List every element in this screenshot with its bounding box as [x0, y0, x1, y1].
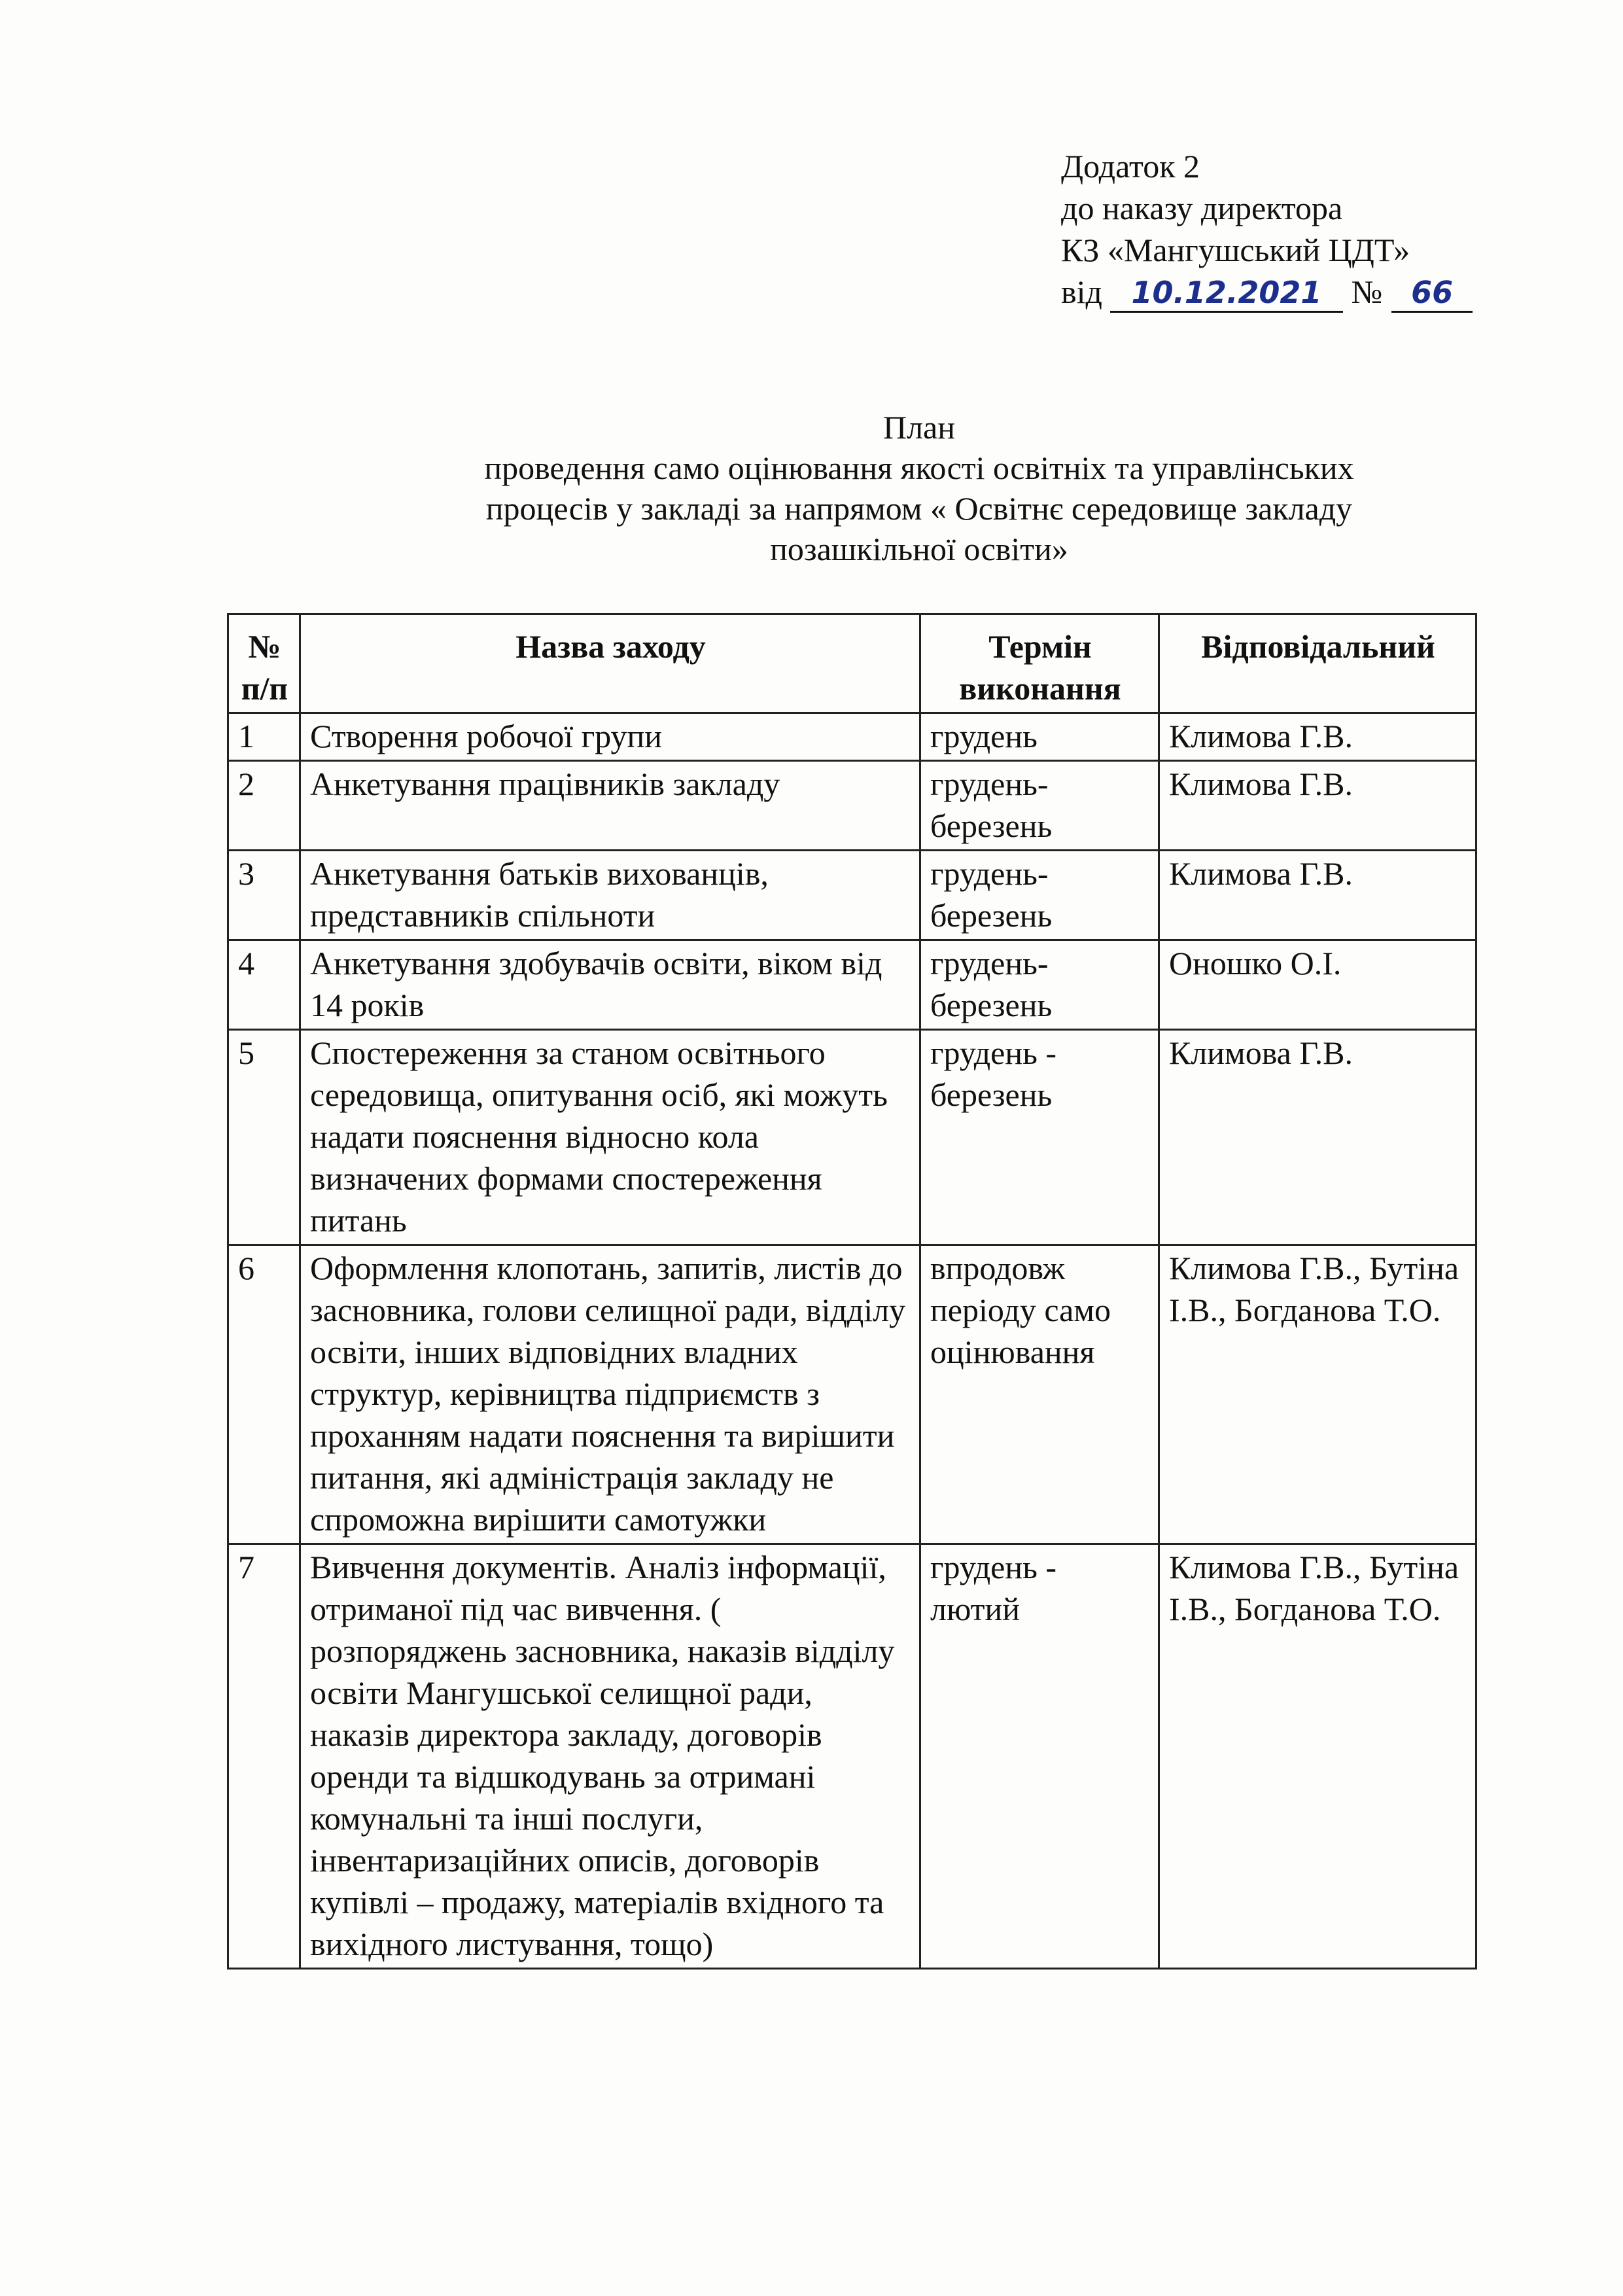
- cell-responsible: Климова Г.В.: [1159, 1030, 1476, 1245]
- cell-responsible: Оношко О.І.: [1159, 940, 1476, 1030]
- cell-num: 3: [228, 851, 300, 940]
- cell-num: 1: [228, 713, 300, 761]
- cell-responsible: Климова Г.В.: [1159, 713, 1476, 761]
- cell-num: 5: [228, 1030, 300, 1245]
- cell-name: Створення робочої групи: [300, 713, 920, 761]
- cell-responsible: Климова Г.В.: [1159, 761, 1476, 851]
- cell-num: 2: [228, 761, 300, 851]
- title-line: позашкільної освіти»: [770, 531, 1068, 567]
- cell-name: Анкетування батьків вихованців, представників спільноти: [300, 851, 920, 940]
- header-responsible: Відповідальний: [1159, 614, 1476, 713]
- cell-term: грудень-березень: [920, 851, 1159, 940]
- cell-term: грудень-березень: [920, 940, 1159, 1030]
- order-date-line: [1061, 271, 1473, 313]
- cell-num: 7: [228, 1544, 300, 1969]
- table-row: [228, 1544, 1476, 1969]
- title-line: проведення само оцінювання якості освітніх та управлінських: [484, 450, 1354, 486]
- cell-num: 6: [228, 1245, 300, 1544]
- header-name: Назва заходу: [300, 614, 920, 713]
- addendum-block: [1061, 145, 1473, 313]
- cell-responsible: Климова Г.В.: [1159, 851, 1476, 940]
- cell-name: Анкетування працівників закладу: [300, 761, 920, 851]
- plan-table: [227, 613, 1477, 1969]
- cell-num: 4: [228, 940, 300, 1030]
- title-line: процесів у закладі за напрямом « Освітнє середовище закладу: [485, 490, 1353, 527]
- cell-name: Вивчення документів. Аналіз інформації, отриманої під час вивчення. ( розпоряджень засновника, наказів відділу освіти Мангушської селищної ради, наказів директора закладу, договорів оренди та відшкодувань за отримані комунальні та інші послуги, інвентаризаційних описів, договорів купівлі – продажу, матеріалів вхідного та вихідного листування, тощо): [300, 1544, 920, 1969]
- cell-responsible: Климова Г.В., Бутіна І.В., Богданова Т.О.: [1159, 1245, 1476, 1544]
- addendum-line: КЗ «Мангушський ЦДТ»: [1061, 232, 1410, 268]
- cell-term: грудень - лютий: [920, 1544, 1159, 1969]
- table-row: [228, 851, 1476, 940]
- handwritten-date: 10.12.2021: [1110, 274, 1343, 313]
- document-title: [366, 407, 1472, 569]
- date-prefix: від: [1061, 274, 1102, 310]
- cell-term: грудень - березень: [920, 1030, 1159, 1245]
- table-row: [228, 1245, 1476, 1544]
- table-row: [228, 761, 1476, 851]
- cell-name: Оформлення клопотань, запитів, листів до засновника, голови селищної ради, відділу освіти, інших відповідних владних структур, керівництва підприємств з проханням надати пояснення та вирішити питання, які адміністрація закладу не спроможна вирішити самотужки: [300, 1245, 920, 1544]
- table-header-row: [228, 614, 1476, 713]
- table-row: [228, 940, 1476, 1030]
- title-heading: План: [882, 409, 955, 446]
- cell-term: впродовж періоду само оцінювання: [920, 1245, 1159, 1544]
- header-num: № п/п: [228, 614, 300, 713]
- cell-name: Спостереження за станом освітнього середовища, опитування осіб, які можуть надати пояснення відносно кола визначених формами спостереження питань: [300, 1030, 920, 1245]
- addendum-line: Додаток 2: [1061, 148, 1200, 185]
- header-term: Термін виконання: [920, 614, 1159, 713]
- addendum-line: до наказу директора: [1061, 190, 1343, 226]
- cell-term: грудень: [920, 713, 1159, 761]
- number-prefix: №: [1351, 274, 1383, 310]
- cell-responsible: Климова Г.В., Бутіна І.В., Богданова Т.О.: [1159, 1544, 1476, 1969]
- table-row: [228, 713, 1476, 761]
- handwritten-number: 66: [1391, 274, 1473, 313]
- cell-term: грудень-березень: [920, 761, 1159, 851]
- table-row: [228, 1030, 1476, 1245]
- cell-name: Анкетування здобувачів освіти, віком від 14 років: [300, 940, 920, 1030]
